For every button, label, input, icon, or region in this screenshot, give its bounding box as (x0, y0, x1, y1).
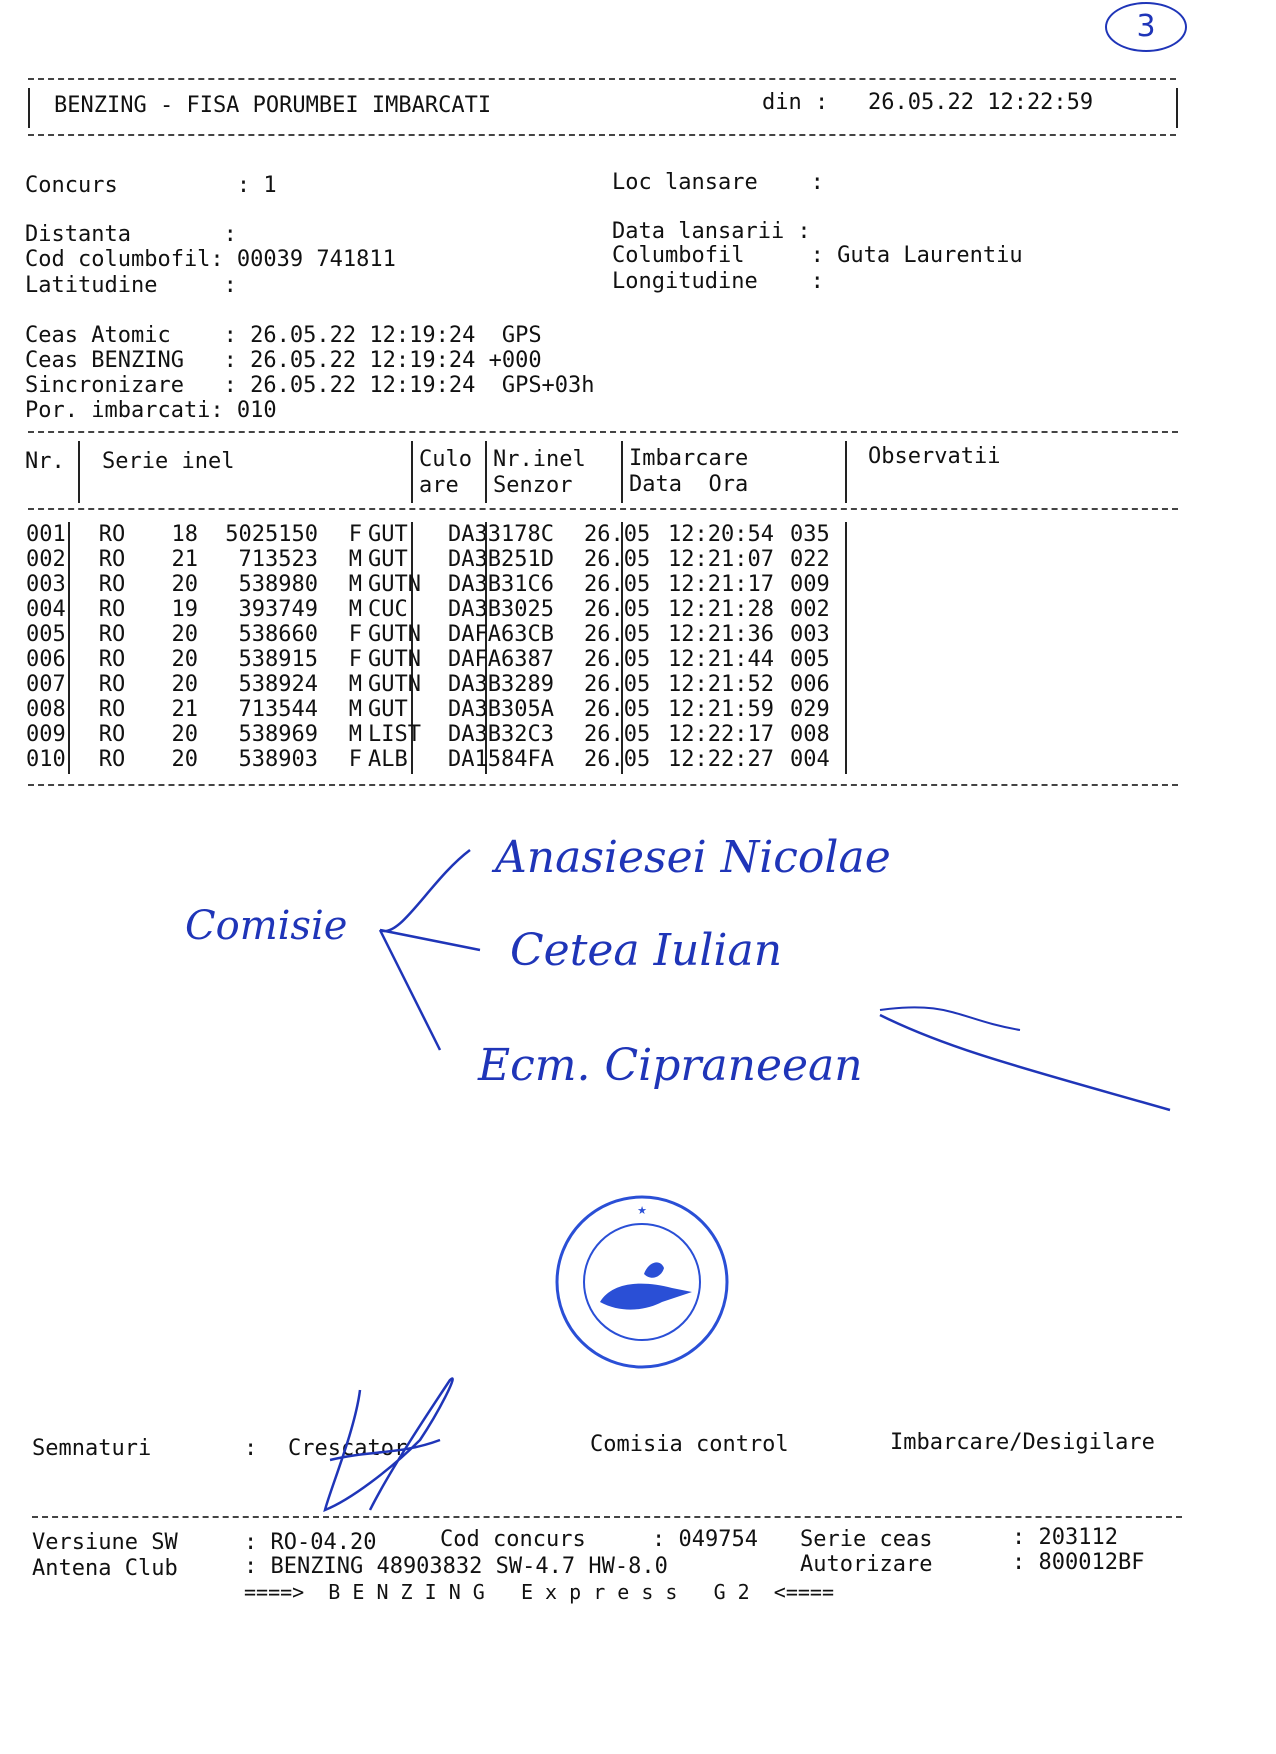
semnaturi-colon: : (244, 1436, 258, 1461)
row-year: 20 (171, 747, 198, 772)
row-year: 21 (171, 697, 198, 722)
serie-ceas-value: : 203112 (1012, 1525, 1118, 1550)
table-row (26, 597, 870, 622)
row-sex: F (348, 647, 362, 672)
table-row (26, 522, 870, 547)
row-color: ALB (368, 747, 408, 772)
comisia-control-label: Comisia control (590, 1432, 789, 1457)
table-header-rule (28, 508, 1178, 510)
row-country: RO (98, 697, 126, 722)
row-sensor: DA1584FA (448, 747, 554, 772)
col-header-nr-inel: Nr.inel (493, 447, 586, 472)
row-sex: M (348, 572, 362, 597)
page-number: 3 (1105, 2, 1187, 52)
row-color: GUT (368, 547, 408, 572)
row-observation: 005 (790, 647, 830, 672)
table-row (26, 572, 870, 597)
row-country: RO (98, 547, 126, 572)
data-lansarii-field: Data lansarii : (612, 219, 811, 244)
crescator-label: Crescator (288, 1436, 408, 1461)
row-date: 26.05 (584, 672, 651, 697)
row-color: GUTN (368, 672, 421, 697)
row-year: 19 (171, 597, 198, 622)
row-year: 18 (171, 522, 198, 547)
row-color: GUTN (368, 622, 421, 647)
row-color: GUTN (368, 572, 421, 597)
row-sensor: DA3B32C3 (448, 722, 554, 747)
loc-lansare-field: Loc lansare : (612, 170, 824, 195)
row-year: 21 (171, 547, 198, 572)
row-ring-number: 713544 (238, 697, 318, 722)
row-sex: M (348, 547, 362, 572)
row-year: 20 (171, 572, 198, 597)
col-divider (485, 441, 487, 503)
handwritten-name-2: Cetea Iulian (510, 925, 783, 976)
row-sensor: DAFA63CB (448, 622, 554, 647)
footer-rule (32, 1516, 1182, 1518)
autorizare-value: : 800012BF (1012, 1550, 1145, 1575)
row-observation: 004 (790, 747, 830, 772)
benzing-express-brand: ====> B E N Z I N G E x p r e s s G 2 <==== (244, 1580, 835, 1604)
col-divider (845, 441, 847, 503)
row-time: 12:22:17 (668, 722, 774, 747)
row-date: 26.05 (584, 747, 651, 772)
handwritten-comisie: Comisie (185, 903, 348, 949)
autorizare-label: Autorizare (800, 1552, 933, 1577)
row-sex: F (348, 522, 362, 547)
row-time: 12:20:54 (668, 522, 774, 547)
longitudine-field: Longitudine : (612, 269, 824, 294)
row-ring-number: 538969 (238, 722, 318, 747)
row-country: RO (98, 622, 126, 647)
row-observation: 022 (790, 547, 830, 572)
col-header-serie-inel: Serie inel (102, 449, 235, 474)
row-sex: M (348, 672, 362, 697)
row-date: 26.05 (584, 647, 651, 672)
row-sex: M (348, 697, 362, 722)
cod-concurs-label: Cod concurs (440, 1527, 586, 1552)
row-color: LIST (368, 722, 421, 747)
row-date: 26.05 (584, 522, 651, 547)
row-nr: 006 (26, 647, 66, 672)
row-time: 12:21:17 (668, 572, 774, 597)
row-sensor: DA3B3289 (448, 672, 554, 697)
table-bottom-rule (28, 784, 1178, 786)
versiune-sw-label: Versiune SW (32, 1530, 178, 1555)
row-nr: 008 (26, 697, 66, 722)
stamp-lettering: ★ (637, 1204, 647, 1217)
row-date: 26.05 (584, 597, 651, 622)
row-color: CUC (368, 597, 408, 622)
handwritten-name-1: Anasiesei Nicolae (495, 832, 891, 883)
row-nr: 004 (26, 597, 66, 622)
imbarcare-desigilare-label: Imbarcare/Desigilare (890, 1430, 1155, 1455)
table-top-rule (28, 431, 1178, 433)
row-nr: 003 (26, 572, 66, 597)
row-ring-number: 538924 (238, 672, 318, 697)
row-year: 20 (171, 722, 198, 747)
row-time: 12:22:27 (668, 747, 774, 772)
row-ring-number: 393749 (238, 597, 318, 622)
table-row (26, 747, 870, 772)
row-country: RO (98, 747, 126, 772)
row-observation: 029 (790, 697, 830, 722)
row-sensor: DA3B251D (448, 547, 554, 572)
row-ring-number: 538660 (238, 622, 318, 647)
row-year: 20 (171, 672, 198, 697)
row-time: 12:21:28 (668, 597, 774, 622)
table-row (26, 697, 870, 722)
col-divider (411, 441, 413, 503)
serie-ceas-label: Serie ceas (800, 1527, 933, 1552)
table-row (26, 672, 870, 697)
row-country: RO (98, 597, 126, 622)
row-nr: 010 (26, 747, 66, 772)
row-country: RO (98, 647, 126, 672)
row-color: GUTN (368, 647, 421, 672)
col-header-observatii: Observatii (868, 444, 1001, 469)
row-sensor: DAFA6387 (448, 647, 554, 672)
header-right-border (1176, 88, 1178, 128)
pigeon-table (26, 522, 870, 772)
row-year: 20 (171, 622, 198, 647)
row-sex: F (348, 747, 362, 772)
sincronizare-line: Sincronizare : 26.05.22 12:19:24 GPS+03h (25, 373, 595, 398)
antena-club-label: Antena Club (32, 1556, 178, 1581)
row-ring-number: 538903 (238, 747, 318, 772)
distanta-field: Distanta : (25, 222, 237, 247)
row-sensor: DA3B305A (448, 697, 554, 722)
col-header-nr: Nr. (25, 449, 65, 474)
din-label: din : (762, 90, 829, 115)
table-row (26, 647, 870, 672)
club-stamp (552, 1192, 732, 1372)
col-header-senzor: Senzor (493, 473, 573, 498)
header-bottom-rule (28, 134, 1176, 136)
row-sensor: DA3B31C6 (448, 572, 554, 597)
col-divider (78, 441, 80, 503)
row-ring-number: 5025150 (225, 522, 318, 547)
row-date: 26.05 (584, 572, 651, 597)
row-time: 12:21:44 (668, 647, 774, 672)
col-header-imbarcare: Imbarcare (629, 446, 749, 471)
table-row (26, 722, 870, 747)
row-country: RO (98, 672, 126, 697)
col-header-culoare-2: are (419, 473, 459, 498)
row-observation: 035 (790, 522, 830, 547)
row-color: GUT (368, 522, 408, 547)
cod-columbofil-field: Cod columbofil: 00039 741811 (25, 247, 396, 272)
row-observation: 008 (790, 722, 830, 747)
row-date: 26.05 (584, 622, 651, 647)
table-row (26, 547, 870, 572)
row-time: 12:21:07 (668, 547, 774, 572)
row-ring-number: 538980 (238, 572, 318, 597)
col-divider (621, 441, 623, 503)
row-date: 26.05 (584, 722, 651, 747)
row-nr: 001 (26, 522, 66, 547)
row-sex: F (348, 622, 362, 647)
row-time: 12:21:36 (668, 622, 774, 647)
row-date: 26.05 (584, 697, 651, 722)
row-country: RO (98, 522, 126, 547)
row-color: GUT (368, 697, 408, 722)
ceas-benzing-line: Ceas BENZING : 26.05.22 12:19:24 +000 (25, 348, 542, 373)
row-time: 12:21:52 (668, 672, 774, 697)
row-nr: 007 (26, 672, 66, 697)
row-nr: 009 (26, 722, 66, 747)
row-sensor: DA3B3025 (448, 597, 554, 622)
antena-club-value: : BENZING 48903832 SW-4.7 HW-8.0 (244, 1554, 668, 1579)
row-country: RO (98, 572, 126, 597)
latitudine-field: Latitudine : (25, 273, 237, 298)
row-nr: 002 (26, 547, 66, 572)
header-left-border (28, 88, 30, 128)
row-time: 12:21:59 (668, 697, 774, 722)
row-nr: 005 (26, 622, 66, 647)
col-header-culoare: Culo (419, 447, 472, 472)
header-top-rule (28, 78, 1176, 80)
concurs-field: Concurs : 1 (25, 173, 277, 198)
versiune-sw-value: : RO-04.20 (244, 1530, 377, 1555)
row-sex: M (348, 722, 362, 747)
ceas-atomic-line: Ceas Atomic : 26.05.22 12:19:24 GPS (25, 323, 542, 348)
row-observation: 002 (790, 597, 830, 622)
crescator-signature (300, 1370, 480, 1520)
row-sex: M (348, 597, 362, 622)
row-sensor: DA33178C (448, 522, 554, 547)
cod-concurs-value: : 049754 (652, 1527, 758, 1552)
porumbei-imbarcati-line: Por. imbarcati: 010 (25, 398, 277, 423)
row-ring-number: 713523 (238, 547, 318, 572)
table-row (26, 622, 870, 647)
row-year: 20 (171, 647, 198, 672)
row-date: 26.05 (584, 547, 651, 572)
row-observation: 003 (790, 622, 830, 647)
semnaturi-label: Semnaturi (32, 1436, 152, 1461)
row-country: RO (98, 722, 126, 747)
handwritten-name-3: Ecm. Cipraneean (478, 1040, 863, 1091)
document-title: BENZING - FISA PORUMBEI IMBARCATI (54, 93, 492, 118)
row-observation: 006 (790, 672, 830, 697)
col-header-data-ora: Data Ora (629, 472, 749, 497)
columbofil-field: Columbofil : Guta Laurentiu (612, 243, 1023, 268)
row-ring-number: 538915 (238, 647, 318, 672)
row-observation: 009 (790, 572, 830, 597)
din-value: 26.05.22 12:22:59 (868, 90, 1094, 115)
